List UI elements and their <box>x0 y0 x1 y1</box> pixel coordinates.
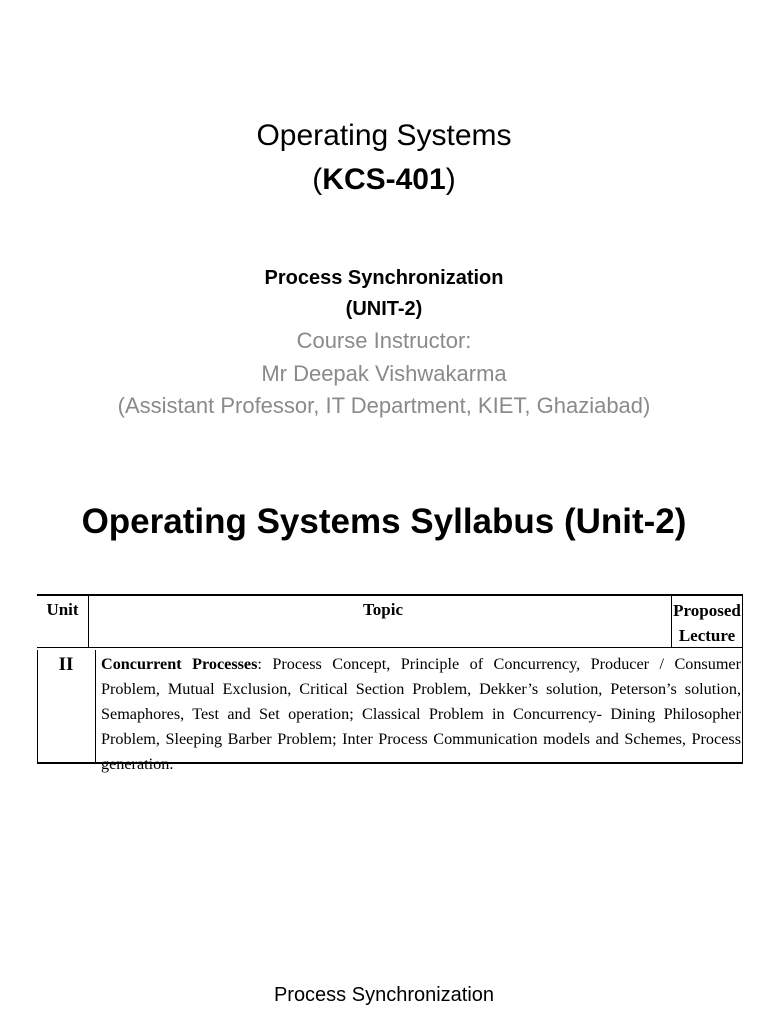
header-proposed-lecture <box>671 598 743 648</box>
header-lecture-line2: Lecture <box>678 626 736 645</box>
header-col-divider-1 <box>88 594 89 647</box>
instructor-affiliation: (Assistant Professor, IT Department, KIET, Ghaziabad) <box>117 393 651 418</box>
table-top-border <box>37 594 743 596</box>
unit-number: (UNIT-2) <box>345 298 423 320</box>
topic-heading: Concurrent Processes <box>101 655 258 673</box>
row-unit: II <box>58 654 74 675</box>
header-topic: Topic <box>362 600 403 619</box>
course-code-line <box>0 161 768 199</box>
row-topic <box>101 652 741 777</box>
header-lecture-line1: Proposed <box>673 601 741 620</box>
course-title: Operating Systems <box>256 119 512 152</box>
topic-text: : Process Concept, Principle of Concurrency, Producer / Consumer Problem, Mutual Exclusion, Critical Section Problem, Dekker’s solution, Peterson’s solution, Semaphores, Test and Set operation; Classical Problem in Concurrency- Dining Philosopher Problem, Sleeping Barber Problem; Inter Process Communication models and Schemes, Process generation. <box>101 655 741 773</box>
unit-title: Process Synchronization <box>264 267 504 289</box>
instructor-name: Mr Deepak Vishwakarma <box>261 361 507 386</box>
course-code: KCS-401 <box>322 163 446 196</box>
instructor-label: Course Instructor: <box>296 328 472 353</box>
course-code-close-paren: ) <box>445 163 456 196</box>
slide-footer: Process Synchronization <box>273 984 495 1006</box>
syllabus-table <box>37 594 743 773</box>
row-col-divider <box>95 650 96 762</box>
course-code-open-paren: ( <box>312 163 323 196</box>
syllabus-heading: Operating Systems Syllabus (Unit-2) <box>81 502 687 541</box>
header-unit: Unit <box>46 600 79 619</box>
table-header-divider <box>37 647 743 648</box>
